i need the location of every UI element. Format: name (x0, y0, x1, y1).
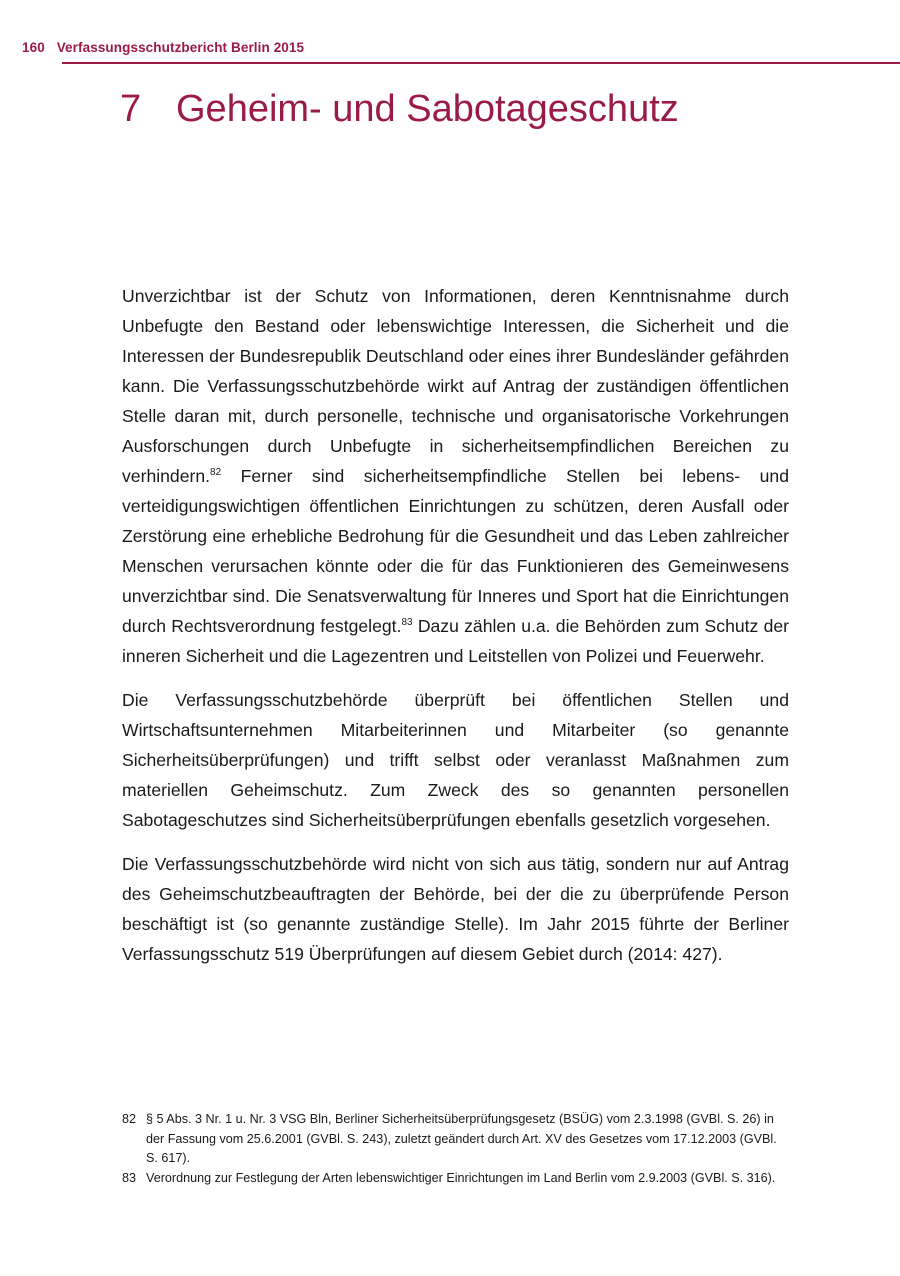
footnote-reference-82[interactable]: 82 (210, 467, 222, 479)
paragraph-1-part-b: Ferner sind sicherheitsempfindliche Stellen bei lebens- und verteidigungswichtigen öffentlichen Einrichtungen zu schützen, deren Ausfall oder Zerstörung eine erhebliche Bedrohung für die Gesundheit und das Leben zahlreicher Menschen verursachen könnte oder die für das Funktionieren des Gemeinwesens unverzichtbar sind. Die Senatsverwaltung für Inneres und Sport hat die Einrichtungen durch Rechtsverordnung festgelegt. (122, 466, 789, 636)
paragraph-1-part-c: Dazu zählen u.a. die Behörden zum Schutz der inneren Sicherheit und die Lagezentren und Leitstellen von Polizei und Feuerwehr. (122, 616, 790, 666)
paragraph-3: Die Verfassungsschutzbehörde wird nicht von sich aus tätig, sondern nur auf Antrag des Geheimschutzbeauftragten der Behörde, bei der die zu überprüfende Person beschäftigt ist (so genannte zuständige Stelle). Im Jahr 2015 führte der Berliner Verfassungsschutz 519 Überprüfungen auf diesem Gebiet durch (2014: 427). (122, 854, 789, 964)
footnote-number: 83 (122, 1170, 137, 1185)
paragraph-1-part-a: Unverzichtbar ist der Schutz von Informationen, deren Kenntnisnahme durch Unbefugte den Bestand oder lebenswichtige Interessen, die Sicherheit und die Interessen der Bundesrepublik Deutschland oder eines ihrer Bundesländer gefährden kann. Die Verfassungsschutzbehörde wirkt auf Antrag der zuständigen öffentlichen Stelle daran mit, durch personelle, technische und organisatorische Vorkehrungen Ausforschungen durch Unbefugte in sicherheitsempfindlichen Bereichen zu verhindern. (122, 286, 789, 486)
body-text (122, 281, 789, 983)
chapter-title-text: Geheim- und Sabotageschutz (176, 88, 679, 130)
running-title: Verfassungsschutzbericht Berlin 2015 (56, 40, 305, 55)
paragraph-1 (122, 281, 789, 671)
footnote-text: Verordnung zur Festlegung der Arten lebenswichtiger Einrichtungen im Land Berlin vom 2.9.2003 (GVBl. S. 316). (146, 1170, 776, 1185)
footnote-text: § 5 Abs. 3 Nr. 1 u. Nr. 3 VSG Bln, Berliner Sicherheitsüberprüfungsgesetz (BSÜG) vom 2.3.1998 (GVBl. S. 26) in der Fassung vom 25.6.2001 (GVBl. S. 243), zuletzt geändert durch Art. XV des Gesetzes vom 17.12.2003 (GVBl. S. 617). (146, 1112, 777, 1165)
footnotes (122, 1110, 782, 1188)
running-header (22, 40, 304, 55)
footnote-82 (122, 1110, 782, 1169)
header-divider (62, 62, 900, 64)
chapter-number: 7 (120, 88, 142, 130)
paragraph-2: Die Verfassungsschutzbehörde überprüft bei öffentlichen Stellen und Wirtschaftsunternehmen Mitarbeiterinnen und Mitarbeiter (so genannte Sicherheitsüberprüfungen) und trifft selbst oder veranlasst Maßnahmen zum materiellen Geheimschutz. Zum Zweck des so genannten personellen Sabotageschutzes sind Sicherheitsüberprüfungen ebenfalls gesetzlich vorgesehen. (122, 690, 789, 830)
chapter-heading (120, 88, 679, 131)
footnote-83 (122, 1169, 782, 1189)
footnote-reference-83[interactable]: 83 (401, 617, 413, 629)
footnote-number: 82 (122, 1112, 137, 1126)
page-number: 160 (22, 40, 45, 55)
